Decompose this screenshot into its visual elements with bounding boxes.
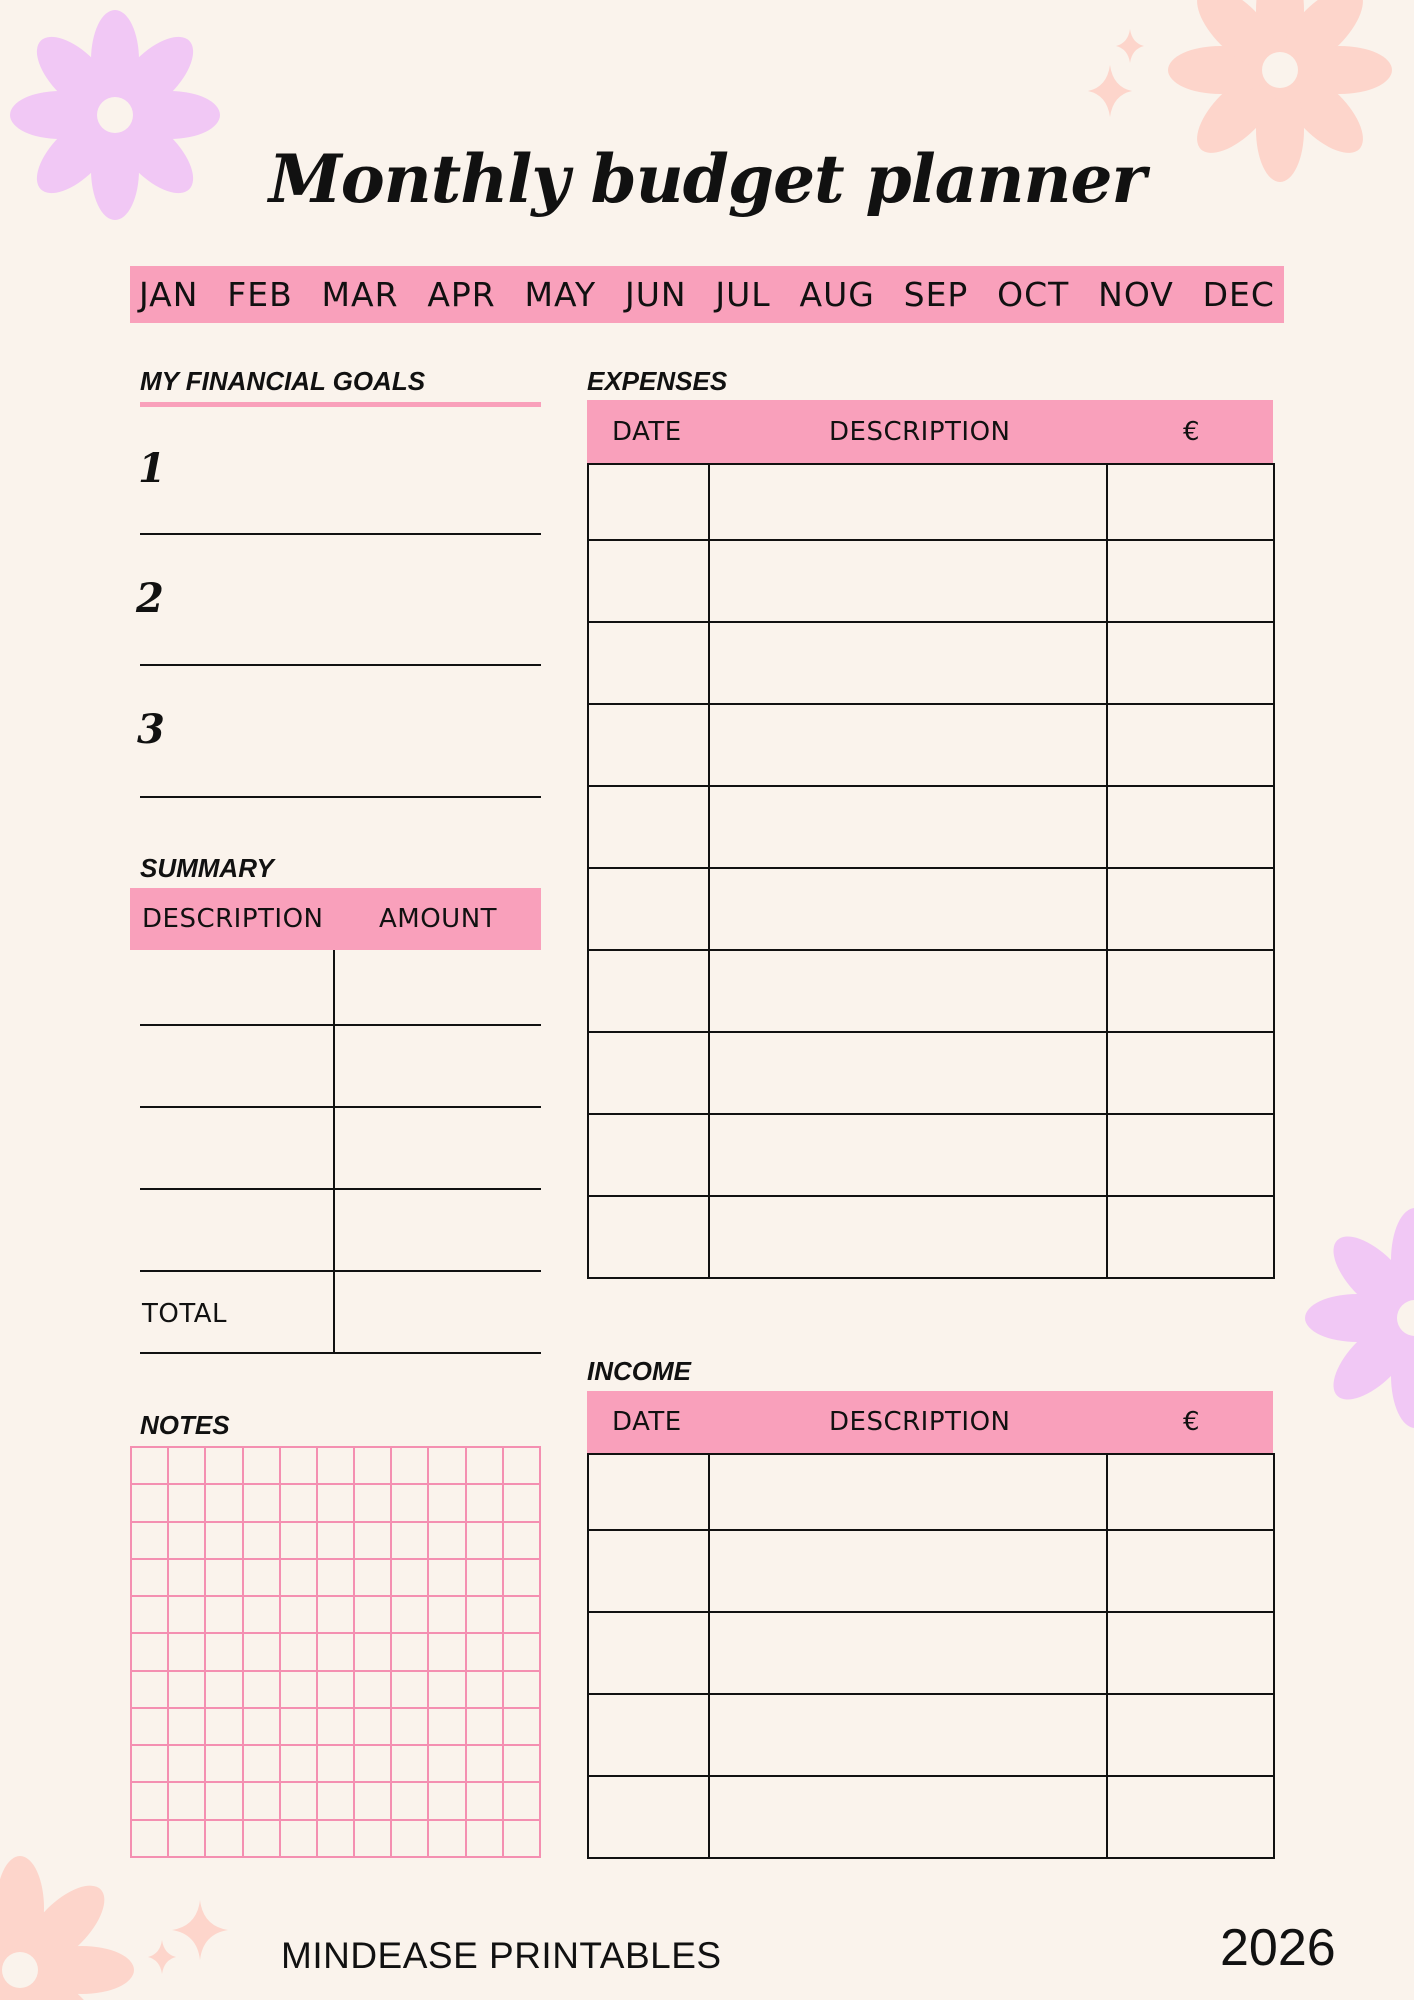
expense-description-cell[interactable]	[709, 950, 1107, 1032]
expense-description-cell[interactable]	[709, 786, 1107, 868]
income-amount-cell[interactable]	[1107, 1612, 1274, 1694]
goals-heading-underline	[140, 402, 541, 407]
table-row	[588, 1530, 1274, 1612]
table-row	[588, 868, 1274, 950]
month-jan[interactable]: JAN	[139, 275, 199, 314]
table-row	[588, 1694, 1274, 1776]
sparkle-decoration-top-right	[1080, 25, 1170, 125]
goal-line-2[interactable]	[140, 664, 541, 666]
expense-amount-cell[interactable]	[1107, 786, 1274, 868]
expenses-heading: EXPENSES	[587, 366, 728, 396]
summary-row-line	[140, 1106, 541, 1108]
expense-date-cell[interactable]	[588, 704, 709, 786]
income-date-cell[interactable]	[588, 1694, 709, 1776]
table-row	[588, 540, 1274, 622]
expense-amount-cell[interactable]	[1107, 622, 1274, 704]
goal-line-3[interactable]	[140, 796, 541, 798]
expenses-table	[587, 463, 1275, 1279]
income-date-cell[interactable]	[588, 1530, 709, 1612]
table-row	[588, 1776, 1274, 1858]
income-description-cell[interactable]	[709, 1694, 1107, 1776]
summary-heading: SUMMARY	[140, 853, 274, 883]
expense-description-cell[interactable]	[709, 1196, 1107, 1278]
expense-amount-cell[interactable]	[1107, 950, 1274, 1032]
month-nov[interactable]: NOV	[1098, 275, 1174, 314]
income-amount-cell[interactable]	[1107, 1454, 1274, 1530]
expense-date-cell[interactable]	[588, 1114, 709, 1196]
table-row	[588, 464, 1274, 540]
year-label: 2026	[1220, 1919, 1336, 1977]
income-amount-cell[interactable]	[1107, 1530, 1274, 1612]
income-description-cell[interactable]	[709, 1612, 1107, 1694]
expense-description-cell[interactable]	[709, 1032, 1107, 1114]
expense-description-cell[interactable]	[709, 464, 1107, 540]
expense-amount-cell[interactable]	[1107, 868, 1274, 950]
expense-amount-cell[interactable]	[1107, 540, 1274, 622]
summary-row-line	[140, 1270, 541, 1272]
income-table-header	[587, 1391, 1273, 1453]
expense-date-cell[interactable]	[588, 786, 709, 868]
month-jun[interactable]: JUN	[625, 275, 687, 314]
month-sep[interactable]: SEP	[903, 275, 969, 314]
income-description-cell[interactable]	[709, 1530, 1107, 1612]
summary-row-line	[140, 1188, 541, 1190]
goal-number-1: 1	[138, 445, 166, 492]
income-amount-cell[interactable]	[1107, 1776, 1274, 1858]
income-date-cell[interactable]	[588, 1776, 709, 1858]
goals-heading: MY FINANCIAL GOALS	[140, 366, 426, 396]
expense-amount-cell[interactable]	[1107, 464, 1274, 540]
income-heading: INCOME	[587, 1356, 691, 1386]
table-row	[588, 622, 1274, 704]
expense-amount-cell[interactable]	[1107, 704, 1274, 786]
income-col-amount: €	[1183, 1407, 1201, 1437]
table-row	[588, 1454, 1274, 1530]
notes-heading: NOTES	[140, 1410, 230, 1440]
month-aug[interactable]: AUG	[799, 275, 875, 314]
summary-total-label: TOTAL	[142, 1299, 227, 1329]
income-date-cell[interactable]	[588, 1612, 709, 1694]
table-row	[588, 704, 1274, 786]
income-description-cell[interactable]	[709, 1776, 1107, 1858]
expenses-col-date: DATE	[612, 416, 682, 447]
table-row	[588, 1114, 1274, 1196]
summary-row-line	[140, 1024, 541, 1026]
summary-row-line	[140, 1352, 541, 1354]
month-oct[interactable]: OCT	[997, 275, 1070, 314]
income-date-cell[interactable]	[588, 1454, 709, 1530]
month-jul[interactable]: JUL	[715, 275, 771, 314]
table-row	[588, 1032, 1274, 1114]
expense-date-cell[interactable]	[588, 1032, 709, 1114]
income-table	[587, 1453, 1275, 1859]
expense-amount-cell[interactable]	[1107, 1114, 1274, 1196]
summary-col-description: DESCRIPTION	[142, 904, 324, 934]
page-title: Monthly budget planner	[268, 140, 1146, 218]
expense-description-cell[interactable]	[709, 704, 1107, 786]
expenses-table-header	[587, 400, 1273, 463]
table-row	[588, 950, 1274, 1032]
month-selector	[130, 266, 1284, 323]
income-amount-cell[interactable]	[1107, 1694, 1274, 1776]
expense-date-cell[interactable]	[588, 950, 709, 1032]
expense-date-cell[interactable]	[588, 622, 709, 704]
expenses-col-amount: €	[1183, 416, 1201, 447]
month-apr[interactable]: APR	[427, 275, 496, 314]
notes-grid[interactable]	[130, 1446, 541, 1858]
flower-decoration-bottom-left	[0, 1850, 140, 2000]
month-may[interactable]: MAY	[524, 275, 597, 314]
goal-number-3: 3	[137, 706, 165, 753]
expense-description-cell[interactable]	[709, 1114, 1107, 1196]
expense-date-cell[interactable]	[588, 1196, 709, 1278]
expense-amount-cell[interactable]	[1107, 1032, 1274, 1114]
goal-number-2: 2	[136, 575, 164, 622]
summary-column-divider	[333, 950, 335, 1354]
brand-footer: MINDEASE PRINTABLES	[281, 1935, 722, 1976]
table-row	[588, 786, 1274, 868]
expense-date-cell[interactable]	[588, 464, 709, 540]
table-row	[588, 1196, 1274, 1278]
summary-table-header	[130, 888, 541, 950]
summary-col-amount: AMOUNT	[379, 904, 498, 934]
month-dec[interactable]: DEC	[1202, 275, 1275, 314]
expenses-col-description: DESCRIPTION	[829, 416, 1011, 447]
flower-decoration-right	[1300, 1200, 1414, 1440]
table-row	[588, 1612, 1274, 1694]
sparkle-decoration-bottom-left	[140, 1900, 240, 2000]
month-feb[interactable]: FEB	[227, 275, 293, 314]
income-col-date: DATE	[612, 1407, 682, 1437]
expense-amount-cell[interactable]	[1107, 1196, 1274, 1278]
income-description-cell[interactable]	[709, 1454, 1107, 1530]
expense-description-cell[interactable]	[709, 540, 1107, 622]
expense-description-cell[interactable]	[709, 868, 1107, 950]
month-mar[interactable]: MAR	[321, 275, 399, 314]
income-col-description: DESCRIPTION	[829, 1407, 1011, 1437]
expense-description-cell[interactable]	[709, 622, 1107, 704]
expense-date-cell[interactable]	[588, 540, 709, 622]
expense-date-cell[interactable]	[588, 868, 709, 950]
goal-line-1[interactable]	[140, 533, 541, 535]
